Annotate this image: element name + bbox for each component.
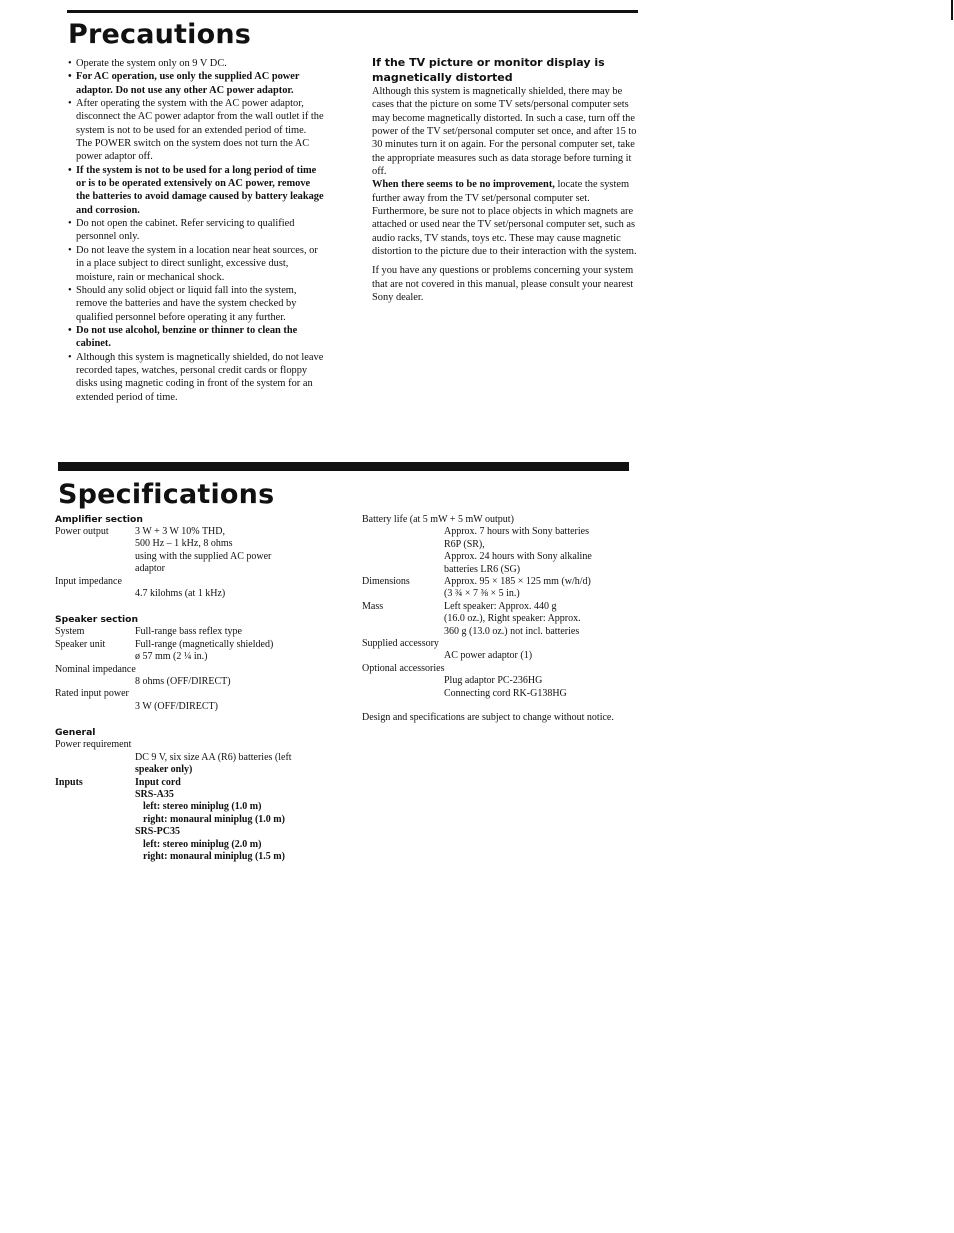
power-requirement-value: DC 9 V, six size AA (R6) batteries (left xyxy=(135,751,292,763)
specs-right-column xyxy=(362,514,624,725)
model-right-plug: right: monaural miniplug (1.5 m) xyxy=(143,850,285,862)
speaker-heading: Speaker section xyxy=(55,614,138,626)
model-left-plug: left: stereo miniplug (2.0 m) xyxy=(143,838,262,850)
mass-value: 360 g (13.0 oz.) not incl. batteries xyxy=(444,625,580,637)
mass-row xyxy=(362,601,624,613)
tv-distortion-text: locate the system further away from the TV set/personal computer set. Furthermore, be sure not to place objects in which magnets are attached or used near the TV set/personal computer set, such as audio racks, TV stands, toys etc. These may cause magnetic distortion to the picture due to their interaction with the system. xyxy=(372,179,637,258)
optional-accessory-value: Connecting cord RK-G138HG xyxy=(444,687,567,699)
supplied-accessory-label: Supplied accessory xyxy=(362,638,439,650)
power-output-value: using with the supplied AC power xyxy=(135,550,272,562)
tv-distortion-section xyxy=(372,55,638,305)
nominal-impedance-value: 8 ohms (OFF/DIRECT) xyxy=(135,676,231,688)
power-requirement-value: speaker only) xyxy=(135,764,193,776)
model-right-plug: right: monaural miniplug (1.0 m) xyxy=(143,813,285,825)
precautions-list xyxy=(68,57,324,404)
precaution-item: • Do not leave the system in a location near heat sources, or in a place subject to direct sunlight, excessive dust, moisture, rain or mechanical shock. xyxy=(68,244,324,284)
mass-value: Left speaker: Approx. 440 g xyxy=(444,600,557,612)
power-output-label: Power output xyxy=(55,526,109,537)
tv-distortion-paragraph-2 xyxy=(372,178,638,258)
top-rule xyxy=(67,10,638,13)
specs-left-column xyxy=(55,514,305,863)
tv-distortion-paragraph: Although this system is magnetically shielded, there may be cases that the picture on some TV sets/personal computer sets may become magnetically distorted. In such a case, turn off the power of the TV set/personal computer set once, and after 15 to 30 minutes turn it on again. For the personal computer set, take the appropriate measures such as data storage before turning it off. xyxy=(372,86,637,178)
change-notice: Design and specifications are subject to change without notice. xyxy=(362,712,614,724)
precaution-item: • If the system is not to be used for a long period of time or is to be operated extensively on AC power, remove the batteries to avoid damage caused by battery leakage and corrosion. xyxy=(68,164,324,217)
model-name: SRS-A35 xyxy=(135,788,174,800)
dimensions-value: (3 ¾ × 7 ⅜ × 5 in.) xyxy=(444,588,520,600)
precaution-item: • Do not use alcohol, benzine or thinner to clean the cabinet. xyxy=(68,324,324,351)
input-cord-label: Input cord xyxy=(135,776,181,788)
optional-accessories-label: Optional accessories xyxy=(362,662,445,674)
inputs-row xyxy=(55,777,305,789)
battery-life-value: Approx. 24 hours with Sony alkaline xyxy=(444,551,592,563)
specifications-title: Specifications xyxy=(58,479,275,510)
dimensions-label: Dimensions xyxy=(362,576,410,588)
battery-life-value: Approx. 7 hours with Sony batteries xyxy=(444,526,589,538)
mass-value: (16.0 oz.), Right speaker: Approx. xyxy=(444,613,581,625)
dimensions-value: Approx. 95 × 185 × 125 mm (w/h/d) xyxy=(444,576,591,588)
speaker-unit-label: Speaker unit xyxy=(55,638,106,650)
tv-distortion-heading: If the TV picture or monitor display is magnetically distorted xyxy=(372,56,605,84)
precaution-item: • Should any solid object or liquid fall into the system, remove the batteries and have the system checked by qualified personnel before operating it any further. xyxy=(68,284,324,324)
precaution-item: • For AC operation, use only the supplied AC power adaptor. Do not use any other AC power adaptor. xyxy=(68,70,324,97)
power-output-value: 500 Hz – 1 kHz, 8 ohms xyxy=(135,538,233,550)
tv-distortion-lead: When there seems to be no improvement, xyxy=(372,179,555,191)
precaution-item: • Operate the system only on 9 V DC. xyxy=(68,57,324,70)
power-requirement-label: Power requirement xyxy=(55,739,132,751)
model-left-plug: left: stereo miniplug (1.0 m) xyxy=(143,801,262,813)
amplifier-heading: Amplifier section xyxy=(55,514,143,525)
specifications-rule xyxy=(58,462,629,471)
optional-accessory-value: Plug adaptor PC-236HG xyxy=(444,675,543,687)
dimensions-row xyxy=(362,576,624,588)
input-impedance-value: 4.7 kilohms (at 1 kHz) xyxy=(135,588,226,600)
rated-input-value: 3 W (OFF/DIRECT) xyxy=(135,700,218,712)
model-name: SRS-PC35 xyxy=(135,826,181,838)
precautions-title: Precautions xyxy=(68,19,252,50)
supplied-accessory-value: AC power adaptor (1) xyxy=(444,650,533,662)
precaution-item: • After operating the system with the AC power adaptor, disconnect the AC power adaptor from the wall outlet if the system is not to be used for an extended period of time. The POWER switch on the system does not turn the AC power adaptor off. xyxy=(68,97,324,164)
precaution-item: • Do not open the cabinet. Refer servicing to qualified personnel only. xyxy=(68,217,324,244)
battery-life-value: R6P (SR), xyxy=(444,538,485,550)
system-label: System xyxy=(55,626,85,638)
system-row xyxy=(55,626,305,638)
speaker-unit-value: Full-range (magnetically shielded) xyxy=(135,638,274,650)
input-impedance-label: Input impedance xyxy=(55,575,122,587)
inputs-label: Inputs xyxy=(55,776,83,788)
mass-label: Mass xyxy=(362,600,384,612)
power-output-value: 3 W + 3 W 10% THD, xyxy=(135,526,225,537)
speaker-unit-value: ø 57 mm (2 ¼ in.) xyxy=(135,651,208,663)
battery-life-value: batteries LR6 (SG) xyxy=(444,563,521,575)
general-heading: General xyxy=(55,727,96,739)
edge-mark xyxy=(951,0,953,20)
contact-dealer-paragraph: If you have any questions or problems concerning your system that are not covered in this manual, please consult your nearest Sony dealer. xyxy=(372,265,634,304)
battery-life-label: Battery life (at 5 mW + 5 mW output) xyxy=(362,514,514,525)
power-output-row xyxy=(55,526,305,538)
power-output-value: adaptor xyxy=(135,563,165,575)
nominal-impedance-label: Nominal impedance xyxy=(55,663,136,675)
rated-input-label: Rated input power xyxy=(55,688,129,700)
speaker-unit-row xyxy=(55,639,305,651)
system-value: Full-range bass reflex type xyxy=(135,626,242,638)
precaution-item: • Although this system is magnetically shielded, do not leave recorded tapes, watches, personal credit cards or floppy disks using magnetic coding in front of the system for an extended period of time. xyxy=(68,351,324,404)
